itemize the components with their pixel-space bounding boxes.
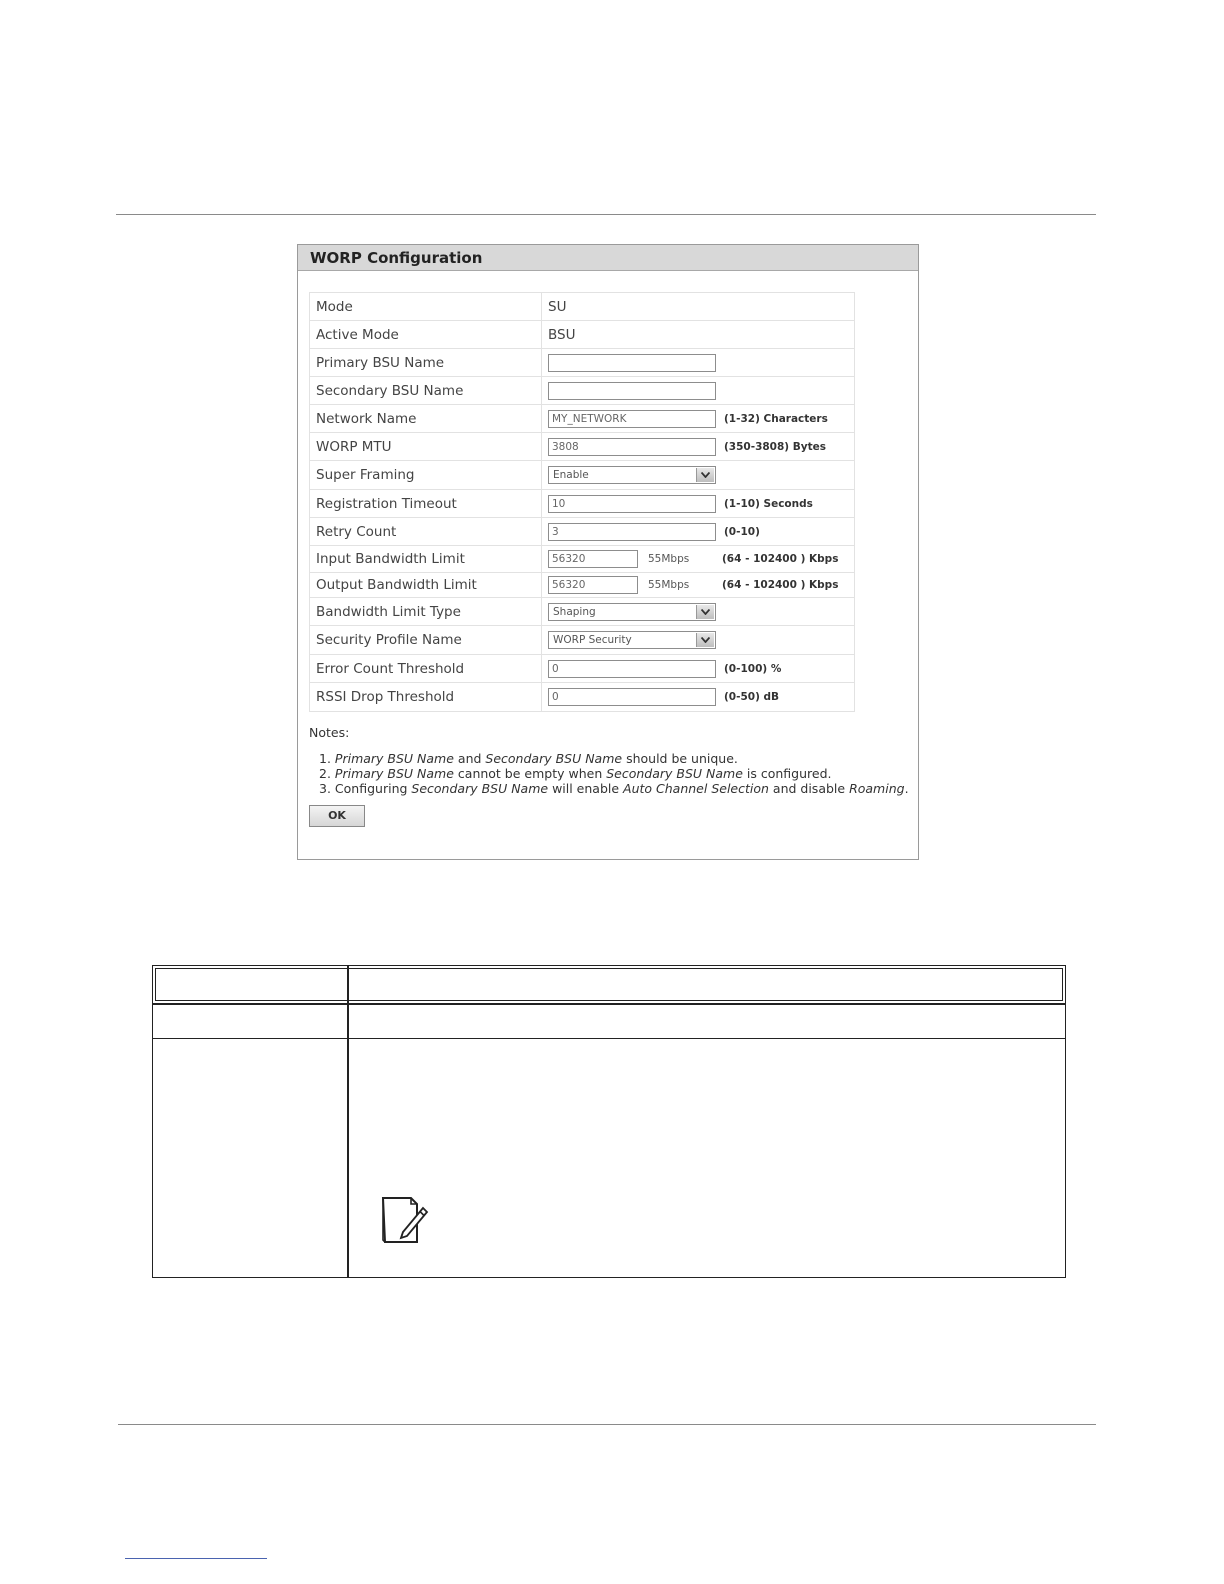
note-1-term-c: Secondary BSU Name (485, 751, 623, 766)
rssi-drop-threshold-input[interactable]: 0 (548, 688, 716, 706)
note-2-text-b: cannot be empty when (453, 766, 607, 781)
retry-count-input[interactable]: 3 (548, 523, 716, 541)
header-inner-border (155, 968, 1063, 1001)
error-count-threshold-label: Error Count Threshold (310, 655, 542, 682)
chevron-down-icon[interactable] (696, 605, 714, 619)
worp-mtu-hint: (350-3808) Bytes (724, 440, 826, 453)
rssi-drop-threshold-label: RSSI Drop Threshold (310, 683, 542, 711)
primary-bsu-name-input[interactable] (548, 354, 716, 372)
row-mode (310, 293, 854, 321)
super-framing-label: Super Framing (310, 461, 542, 489)
chevron-down-icon[interactable] (696, 633, 714, 647)
input-bandwidth-hint: (64 - 102400 ) Kbps (722, 553, 839, 565)
parameter-table-column-divider (347, 966, 349, 1277)
retry-count-label: Retry Count (310, 518, 542, 545)
active-mode-value: BSU (548, 326, 576, 343)
row-active-mode (310, 321, 854, 349)
row-input-bandwidth-limit (310, 546, 854, 573)
bottom-rule (118, 1424, 1096, 1425)
security-profile-name-label: Security Profile Name (310, 626, 542, 654)
worp-mtu-label: WORP MTU (310, 433, 542, 460)
bandwidth-limit-type-selected: Shaping (553, 605, 596, 618)
output-bandwidth-unit: 55Mbps (648, 579, 690, 591)
note-3-text-g: . (904, 781, 909, 796)
footer-link-underline (125, 1558, 267, 1559)
top-rule (116, 214, 1096, 215)
row-retry-count (310, 518, 854, 546)
worp-mtu-input[interactable]: 3808 (548, 438, 716, 456)
input-bandwidth-limit-input[interactable]: 56320 (548, 550, 638, 568)
note-3-text-e: and disable (768, 781, 850, 796)
output-bandwidth-limit-label: Output Bandwidth Limit (310, 573, 542, 597)
network-name-input[interactable]: MY_NETWORK (548, 410, 716, 428)
note-1 (319, 751, 909, 766)
parameter-table (152, 965, 1066, 1278)
note-3-term-f: Roaming (849, 781, 905, 796)
note-2-term-c: Secondary BSU Name (606, 766, 743, 781)
note-2 (319, 766, 909, 781)
row-rssi-drop-threshold (310, 683, 854, 711)
registration-timeout-hint: (1-10) Seconds (724, 497, 813, 510)
note-3-term-d: Auto Channel Selection (623, 781, 769, 796)
note-3-term-b: Secondary BSU Name (411, 781, 549, 796)
note-3-text-a: Configuring (334, 781, 412, 796)
row-primary-bsu-name (310, 349, 854, 377)
registration-timeout-input[interactable]: 10 (548, 495, 716, 513)
note-pencil-icon (379, 1192, 429, 1248)
output-bandwidth-limit-input[interactable]: 56320 (548, 576, 638, 594)
error-count-threshold-input[interactable]: 0 (548, 660, 716, 678)
network-name-label: Network Name (310, 405, 542, 432)
note-2-term-a: Primary BSU Name (334, 766, 454, 781)
secondary-bsu-name-label: Secondary BSU Name (310, 377, 542, 404)
input-bandwidth-limit-label: Input Bandwidth Limit (310, 546, 542, 572)
registration-timeout-label: Registration Timeout (310, 490, 542, 517)
bandwidth-limit-type-label: Bandwidth Limit Type (310, 598, 542, 625)
row-output-bandwidth-limit (310, 573, 854, 598)
note-1-text-b: and (453, 751, 486, 766)
notes-section (309, 725, 909, 796)
chevron-down-icon[interactable] (696, 468, 714, 482)
row-super-framing (310, 461, 854, 490)
rssi-drop-threshold-hint: (0-50) dB (724, 691, 780, 703)
notes-title: Notes: (309, 725, 350, 740)
mode-value: SU (548, 298, 567, 315)
note-3-number: 3. (319, 781, 331, 796)
note-1-number: 1. (319, 751, 331, 766)
super-framing-select[interactable] (548, 466, 716, 484)
row-registration-timeout (310, 490, 854, 518)
note-3-text-c: will enable (548, 781, 624, 796)
note-2-number: 2. (319, 766, 331, 781)
active-mode-label: Active Mode (310, 321, 542, 348)
row-network-name (310, 405, 854, 433)
secondary-bsu-name-input[interactable] (548, 382, 716, 400)
worp-configuration-panel (297, 244, 919, 860)
panel-title: WORP Configuration (298, 245, 918, 271)
security-profile-name-select[interactable] (548, 631, 716, 649)
output-bandwidth-hint: (64 - 102400 ) Kbps (722, 579, 839, 591)
row-secondary-bsu-name (310, 377, 854, 405)
network-name-hint: (1-32) Characters (724, 412, 828, 425)
row-worp-mtu (310, 433, 854, 461)
retry-count-hint: (0-10) (724, 525, 760, 538)
parameter-table-header (153, 966, 1065, 1005)
ok-button[interactable]: OK (309, 805, 365, 827)
primary-bsu-name-label: Primary BSU Name (310, 349, 542, 376)
note-1-term-a: Primary BSU Name (334, 751, 454, 766)
security-profile-name-selected: WORP Security (553, 634, 632, 646)
parameter-table-row-1 (153, 1005, 1065, 1039)
super-framing-selected: Enable (553, 469, 589, 481)
note-2-text-d: is configured. (742, 766, 832, 781)
row-error-count-threshold (310, 655, 854, 683)
row-security-profile-name (310, 626, 854, 655)
input-bandwidth-unit: 55Mbps (648, 553, 690, 565)
worp-form (309, 292, 855, 712)
mode-label: Mode (310, 293, 542, 320)
error-count-threshold-hint: (0-100) % (724, 662, 782, 675)
note-1-text-d: should be unique. (622, 751, 738, 766)
bandwidth-limit-type-select[interactable] (548, 603, 716, 621)
note-3 (319, 781, 909, 796)
row-bandwidth-limit-type (310, 598, 854, 626)
